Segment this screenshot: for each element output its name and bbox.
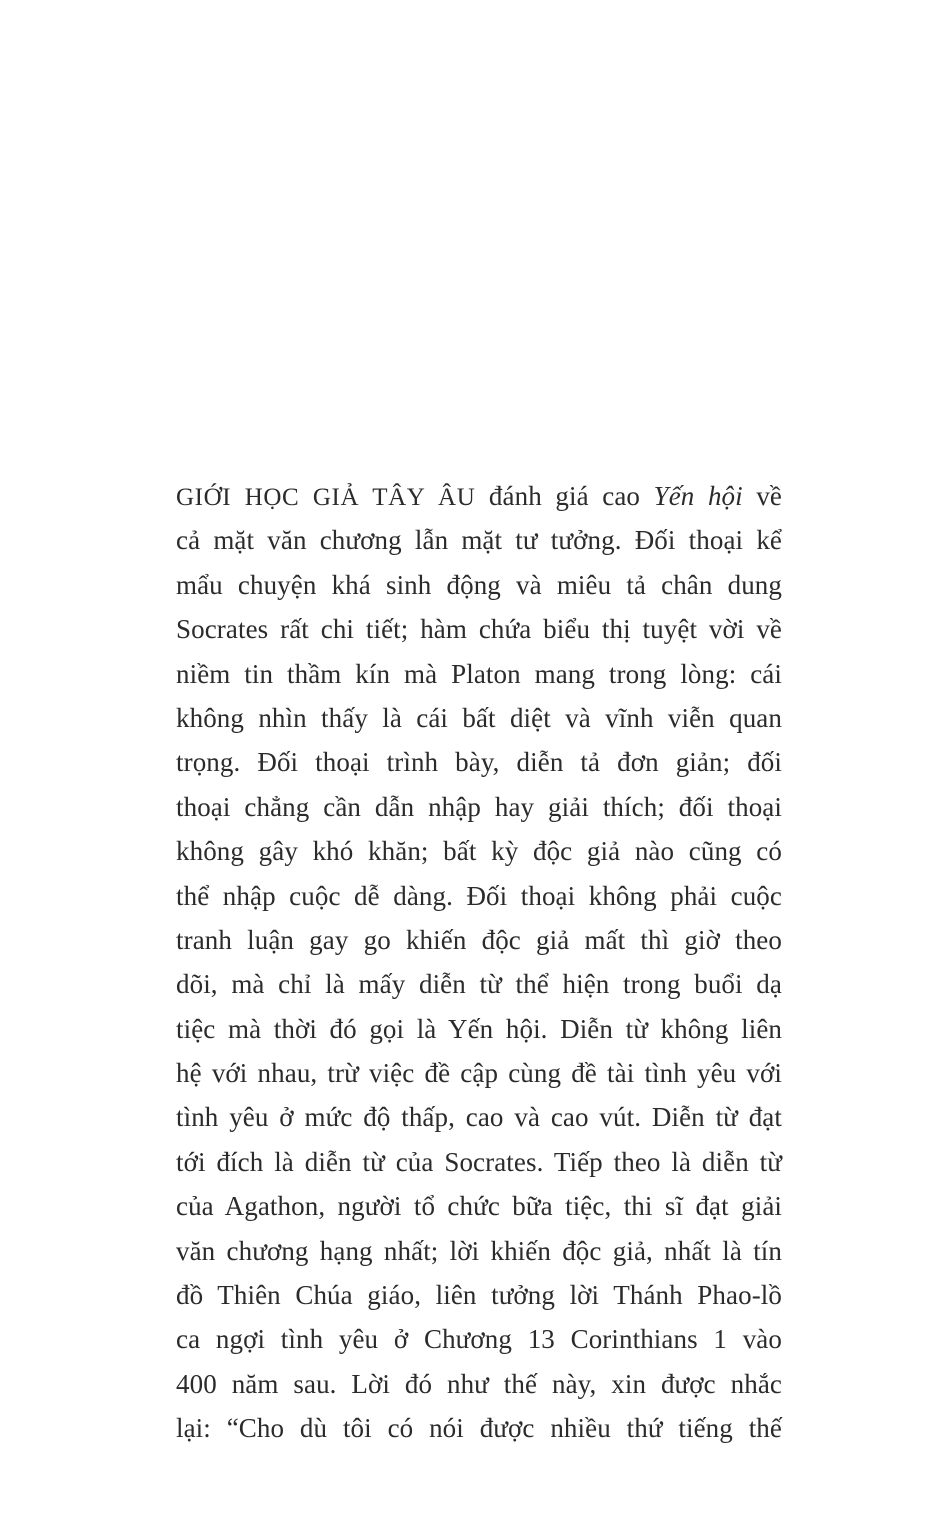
paragraph-line: văn chương hạng nhất; lời khiến độc giả, nhất là tín bbox=[176, 1235, 782, 1266]
first-line-end: về bbox=[742, 481, 783, 511]
paragraph-line: đồ Thiên Chúa giáo, liên tưởng lời Thánh Phao-lồ bbox=[176, 1280, 782, 1311]
first-line-text: đánh giá cao bbox=[475, 481, 654, 511]
paragraph-line: thoại chẳng cần dẫn nhập hay giải thích; đối thoại bbox=[176, 791, 782, 822]
book-title-italic: Yến hội bbox=[653, 481, 743, 511]
paragraph-line: mẩu chuyện khá sinh động và miêu tả chân dung bbox=[176, 569, 782, 600]
body-paragraph bbox=[176, 474, 782, 1451]
paragraph-line: không nhìn thấy là cái bất diệt và vĩnh viễn quan bbox=[176, 702, 782, 733]
lead-in-smallcaps: GIỚI HỌC GIẢ TÂY ÂU bbox=[176, 484, 476, 511]
paragraph-line: tới đích là diễn từ của Socrates. Tiếp theo là diễn từ bbox=[176, 1146, 782, 1177]
paragraph-line: 400 năm sau. Lời đó như thế này, xin được nhắc bbox=[176, 1368, 782, 1399]
paragraph-line: tiệc mà thời đó gọi là Yến hội. Diễn từ không liên bbox=[176, 1013, 782, 1044]
paragraph-line: thể nhập cuộc dễ dàng. Đối thoại không phải cuộc bbox=[176, 880, 782, 911]
paragraph-line: tranh luận gay go khiến độc giả mất thì giờ theo bbox=[176, 924, 782, 955]
paragraph-line: lại: “Cho dù tôi có nói được nhiều thứ tiếng thế bbox=[176, 1413, 782, 1444]
paragraph-line: niềm tin thầm kín mà Platon mang trong lòng: cái bbox=[176, 658, 782, 689]
paragraph-line: không gây khó khăn; bất kỳ độc giả nào cũng có bbox=[176, 836, 782, 867]
paragraph-first-line bbox=[176, 474, 782, 518]
paragraph-line: dõi, mà chỉ là mấy diễn từ thể hiện trong buổi dạ bbox=[176, 969, 782, 1000]
paragraph-line: hệ với nhau, trừ việc đề cập cùng đề tài tình yêu với bbox=[176, 1058, 782, 1089]
paragraph-line: cả mặt văn chương lẫn mặt tư tưởng. Đối thoại kể bbox=[176, 525, 782, 556]
paragraph-line: ca ngợi tình yêu ở Chương 13 Corinthians 1 vào bbox=[176, 1324, 782, 1355]
paragraph-line: Socrates rất chi tiết; hàm chứa biểu thị tuyệt vời về bbox=[176, 614, 782, 645]
paragraph-line: của Agathon, người tổ chức bữa tiệc, thi sĩ đạt giải bbox=[176, 1191, 782, 1222]
paragraph-line: trọng. Đối thoại trình bày, diễn tả đơn giản; đối bbox=[176, 747, 782, 778]
paragraph-line: tình yêu ở mức độ thấp, cao và cao vút. Diễn từ đạt bbox=[176, 1102, 782, 1133]
